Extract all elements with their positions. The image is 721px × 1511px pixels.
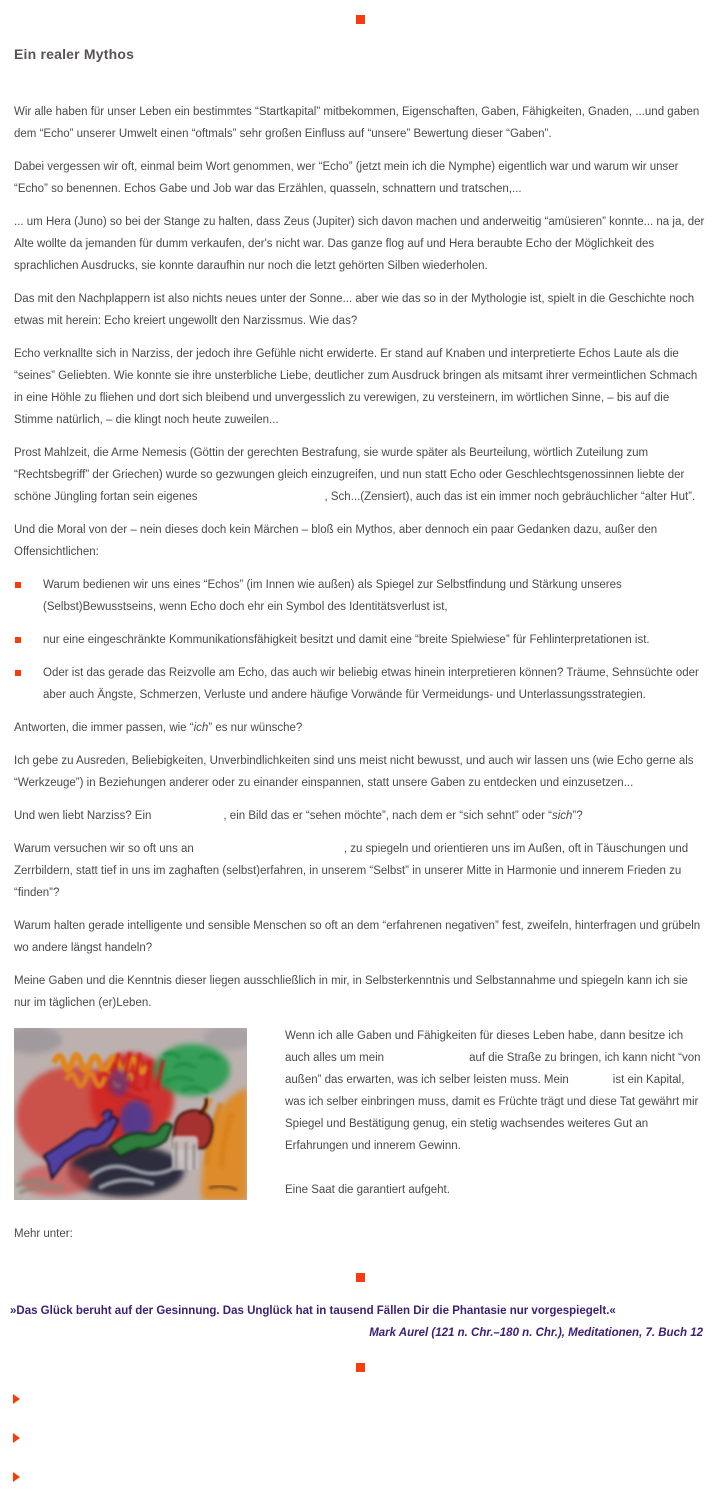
link-arrow-icon[interactable]: [13, 1433, 20, 1443]
link-list: [14, 1394, 707, 1482]
list-item-echo-spiegel: [14, 574, 707, 618]
paragraph-intelligente: Warum halten gerade intelligente und sensible Menschen so oft an dem “erfahrenen negativen” fest, zweifeln, hinterfragen und grübeln wo andere längst handeln?: [14, 920, 701, 954]
section-separator-square-icon: [356, 1363, 365, 1372]
quote-section: [10, 1300, 707, 1344]
paragraph-nachplappern: Das mit den Nachplappern ist also nichts neues unter der Sonne... aber wie das so in der Mythologie ist, spielt in die Geschichte noch etwas mit herein: Echo kreiert ungewollt den Narzissmus. Wie das?: [14, 293, 695, 327]
aside-paragraph-mehr-unter: Mehr unter:: [14, 1228, 73, 1240]
aside-p1a: Wenn ich alle Gaben und Fähigkeiten für dieses Leben habe, dann besitze ich auch alles um mein: [285, 1030, 684, 1064]
article-page: [0, 15, 721, 1482]
square-bullet-icon: [15, 670, 21, 676]
abstract-pastel-painting: [14, 1028, 247, 1200]
section-separator-square-icon: [356, 1273, 365, 1282]
censored-blank: [569, 1082, 613, 1083]
censored-blank: [151, 818, 223, 819]
narziss-pre: Und wen liebt Narziss? Ein: [14, 810, 152, 822]
narziss-italic: sich: [551, 810, 573, 822]
narziss-mid: , ein Bild das er “sehen möchte”, nach dem er “sich sehnt” oder “: [223, 810, 552, 822]
censored-blank: [198, 499, 325, 500]
censored-blank: [194, 851, 344, 852]
list-item-text: Warum bedienen wir uns eines “Echos” (im Innen wie außen) als Spiegel zur Selbstfindung und Stärkung unseres (Selbst)Bewusstseins, wenn Echo doch ehr ein Symbol des Identitätsverlust ist,: [43, 579, 622, 613]
warum-an-pre: Warum versuchen wir so oft uns an: [14, 843, 194, 855]
paragraph-echo-nymphe: Dabei vergessen wir oft, einmal beim Wort genommen, wer “Echo” (jetzt mein ich die Nymphe) eigentlich war und warum wir unser “Echo” so benennen. Echos Gabe und Job war das Erzählen, quasseln, schnattern und tratschen,...: [14, 161, 679, 195]
paragraph-wen-liebt-narziss: [14, 805, 707, 827]
list-item-reizvolle: [14, 662, 707, 706]
paragraph-echo-narziss: Echo verknallte sich in Narziss, der jedoch ihre Gefühle nicht erwiderte. Er stand auf Knaben und interpretierte Echos Laute als die “seines” Geliebten. Wie konnte sie ihre unsterbliche Liebe, deutlicher zum Ausdruck bringen als mitsamt ihrer vermeintlichen Schmach in eine Höhle zu fliehen und dort sich bleibend und unvergesslich zu verewigen, zu versteinern, im wörtlichen Sinne, – bis auf die Stimme natürlich, – die klingt noch heute zuweilen...: [14, 348, 698, 426]
page-title: Ein realer Mythos: [14, 46, 135, 62]
image-text-section: [14, 1025, 707, 1256]
section-separator-square-icon: [356, 15, 365, 24]
square-bullet-icon: [15, 637, 21, 643]
paragraph-moral: Und die Moral von der – nein dieses doch kein Märchen – bloß ein Mythos, aber dennoch ein paar Gedanken dazu, außer den Offensichtlichen:: [14, 524, 658, 558]
paragraph-nemesis: [14, 442, 707, 508]
quote-attribution: Mark Aurel (121 n. Chr.–180 n. Chr.), Meditationen, 7. Buch 12: [369, 1327, 703, 1339]
paragraph-spiegeln-aussen: [14, 838, 707, 904]
paragraph-hera-zeus: ... um Hera (Juno) so bei der Stange zu halten, dass Zeus (Jupiter) sich davon machen und anderweitig “amüsieren” konnte... na ja, der Alte wollte da jemanden für dumm verkaufen, der's nicht war. Das ganze flog auf und Hera beraubte Echo der Möglichkeit des sprachlichen Ausdrucks, sie konnte daraufhin nur noch die letzt gehörten Silben wiederholen.: [14, 216, 705, 272]
aside-p1c: ist ein Kapital, was ich selber einbringen muss, damit es Früchte trägt und diese Tat gewährt mir Spiegel und Bestätigung genug, ein stetig wachsendes weiteres Gut an Erfahrungen und innerem Gewinn.: [285, 1074, 699, 1152]
narziss-post: ”?: [572, 810, 583, 822]
quote-text: »Das Glück beruht auf der Gesinnung. Das Unglück hat in tausend Fällen Dir die Phantasie nur vorgespiegelt.«: [10, 1305, 616, 1317]
warum-an-post: , zu spiegeln und orientieren uns im Außen, oft in Täuschungen und Zerrbildern, statt tief in uns im zaghaften (selbst)erfahren, in unserem “Selbst” in unserer Mitte in Harmonie und innerem Frieden zu “finden”?: [14, 843, 689, 899]
link-arrow-icon[interactable]: [13, 1472, 20, 1482]
censored-blank: [384, 1060, 469, 1061]
square-bullet-icon: [15, 582, 21, 588]
aside-p1b: auf die Straße zu bringen, ich kann nicht “von außen” das erwarten, was ich selber leisten muss. Mein: [285, 1052, 701, 1086]
list-item-text: Oder ist das gerade das Reizvolle am Echo, das auch wir beliebig etwas hinein interpretieren können? Träume, Sehnsüchte oder aber auch Ängste, Schmerzen, Verluste und andere häufige Vorwände für Vermeidungs- und Unterlassungsstrategien.: [43, 667, 699, 701]
list-item-text: nur eine eingeschränkte Kommunikationsfähigkeit besitzt und damit eine “breite Spielwiese” für Fehlinterpretationen ist.: [43, 634, 650, 646]
list-item-kommunikation: [14, 629, 707, 651]
antworten-pre: Antworten, die immer passen, wie “: [14, 722, 194, 734]
antworten-post: ” es nur wünsche?: [208, 722, 303, 734]
paragraph-startkapital: Wir alle haben für unser Leben ein bestimmtes “Startkapital” mitbekommen, Eigenschaften, Gaben, Fähigkeiten, Gnaden, ...und gaben dem “Echo” unserer Umwelt einen “oftmals” sehr großen Einfluss auf “unsere” Bewertung dieser “Gaben”.: [14, 106, 700, 140]
antworten-italic: ich: [193, 722, 209, 734]
aside-paragraph-saat: Eine Saat die garantiert aufgeht.: [285, 1184, 450, 1196]
nemesis-text-post: , Sch...(Zensiert), auch das ist ein immer noch gebräuchlicher “alter Hut”.: [324, 491, 696, 503]
paragraph-antworten: [14, 717, 707, 739]
paragraph-ausreden: Ich gebe zu Ausreden, Beliebigkeiten, Unverbindlichkeiten sind uns meist nicht bewusst, und auch wir lassen uns (wie Echo gerne als “Werkzeuge”) in Beziehungen anderer oder zu einander einspannen, statt unsere Gaben zu entdecken und einzusetzen...: [14, 755, 694, 789]
nemesis-text-pre: Prost Mahlzeit, die Arme Nemesis (Göttin der gerechten Bestrafung, sie wurde später als Beurteilung, wörtlich Zuteilung zum “Rechtsbegriff” der Griechen) wurde so gezwungen gleich einzugreifen, und nun statt Echo oder Geschlechtsgenossinnen liebte der schöne Jüngling fortan sein eigenes: [14, 447, 685, 503]
paragraph-meine-gaben: Meine Gaben und die Kenntnis dieser liegen ausschließlich in mir, in Selbsterkenntnis und Selbstannahme und spiegeln kann ich sie nur im täglichen (er)Leben.: [14, 975, 688, 1009]
